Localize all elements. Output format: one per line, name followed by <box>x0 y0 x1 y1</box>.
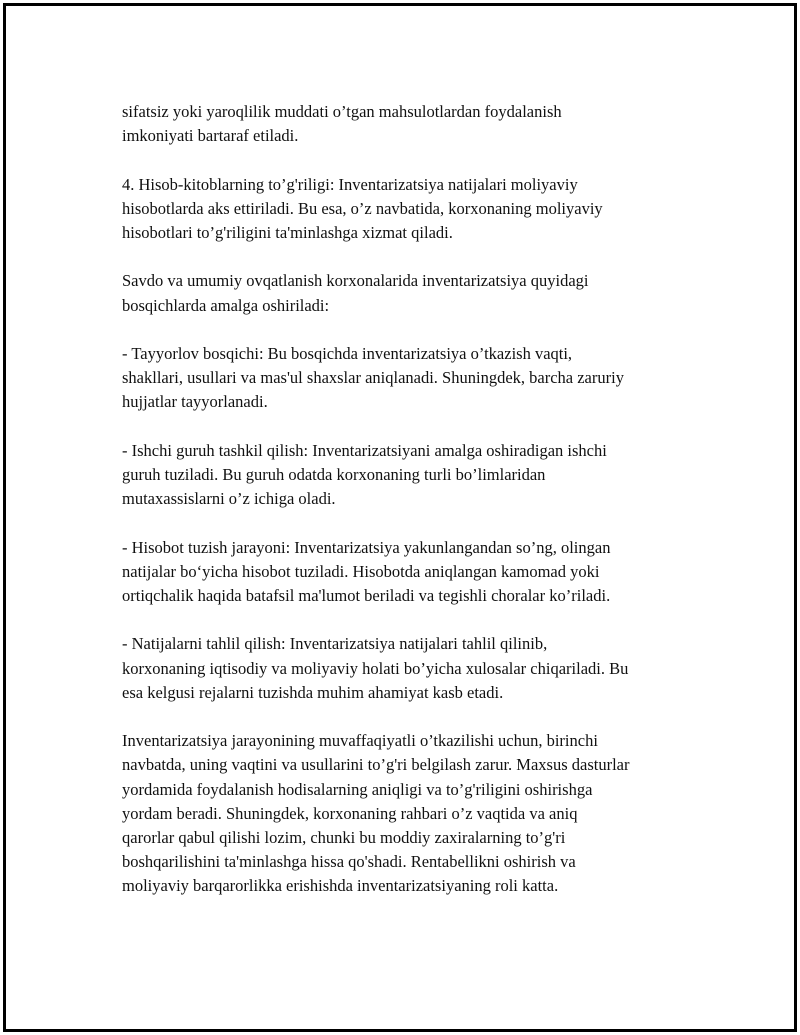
page-frame <box>3 3 797 1032</box>
paragraph-stages-intro: Savdo va umumiy ovqatlanish korxonalarida inventarizatsiya quyidagi bosqichlarda amalga oshiriladi: <box>122 271 589 315</box>
list-item-preparation-stage: - Tayyorlov bosqichi: Bu bosqichda inventarizatsiya o’tkazish vaqti, shakllari, usullari va mas'ul shaxslar aniqlanadi. Shuningdek, barcha zaruriy hujjatlar tayyorlanadi. <box>122 343 624 412</box>
list-item-working-group: - Ishchi guruh tashkil qilish: Inventarizatsiyani amalga oshiradigan ishchi guruh tuziladi. Bu guruh odatda korxonaning turli bo’limlaridan mutaxassislarni o’z ichiga oladi. <box>122 440 607 509</box>
document-body <box>122 100 702 899</box>
paragraph-point-4: 4. Hisob-kitoblarning to’g'riligi: Inventarizatsiya natijalari moliyaviy hisobotlarda aks ettiriladi. Bu esa, o’z navbatida, korxonaning moliyaviy hisobotlari to’g'riligini ta'minlashga xizmat qiladi. <box>122 174 603 242</box>
list-item-results-analysis: - Natijalarni tahlil qilish: Inventarizatsiya natijalari tahlil qilinib, korxonaning iqtisodiy va moliyaviy holati bo’yicha xulosalar chiqariladi. Bu esa kelgusi rejalarni tuzishda muhim ahamiyat kasb etadi. <box>122 634 629 702</box>
paragraph-continuation: sifatsiz yoki yaroqlilik muddati o’tgan mahsulotlardan foydalanish imkoniyati bartaraf etiladi. <box>122 102 562 146</box>
list-item-report-process: - Hisobot tuzish jarayoni: Inventarizatsiya yakunlangandan so’ng, olingan natijalar bo‘yicha hisobot tuziladi. Hisobotda aniqlangan kamomad yoki ortiqchalik haqida batafsil ma'lumot beriladi va tegishli choralar ko’riladi. <box>122 537 611 605</box>
paragraph-conclusion: Inventarizatsiya jarayonining muvaffaqiyatli o’tkazilishi uchun, birinchi navbatda, uning vaqtini va usullarini to’g'ri belgilash zarur. Maxsus dasturlar yordamida foydalanish hodisalarning aniqligi va to’g'riligini oshirishga yordam beradi. Shuningdek, korxonaning rahbari o’z vaqtida va aniq qarorlar qabul qilishi lozim, chunki bu moddiy zaxiralarning to’g'ri boshqarilishini ta'minlashga hissa qo'shadi. Rentabellikni oshirish va moliyaviy barqarorlikka erishishda inventarizatsiyaning roli katta. <box>122 731 630 896</box>
